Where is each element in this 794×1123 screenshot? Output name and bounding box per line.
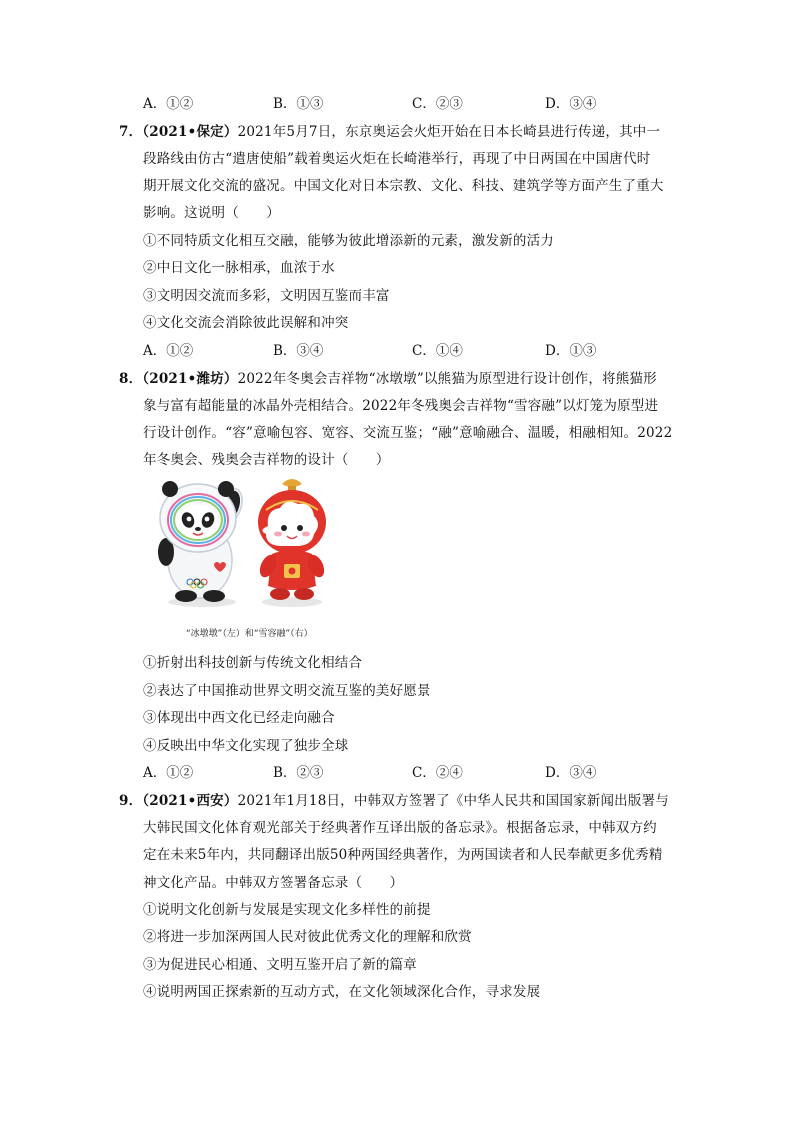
q8-option-b: B．②③ xyxy=(273,765,324,781)
q8-option-c: C．②④ xyxy=(412,765,463,781)
q8-stem-line-2: 象与富有超能量的冰晶外壳相结合。2022年冬残奥会吉祥物“雪容融”以灯笼为原型进 xyxy=(143,398,659,414)
q7-statement-2: ②中日文化一脉相承，血浓于水 xyxy=(143,260,335,276)
q7-number: 7． xyxy=(119,124,143,140)
q7-stem-line-2: 段路线由仿古“遣唐使船”载着奥运火炬在长崎港举行，再现了中日两国在中国唐代时 xyxy=(143,151,651,167)
q7-stem-text-1: 2021年5月7日，东京奥运会火炬开始在日本长崎县进行传递，其中一 xyxy=(237,124,661,140)
q8-statement-1: ①折射出科技创新与传统文化相结合 xyxy=(143,655,363,671)
q8-statement-4: ④反映出中华文化实现了独步全球 xyxy=(143,738,349,754)
q9-source: （2021•西安） xyxy=(142,793,238,809)
q6-option-b: B．①③ xyxy=(273,96,324,112)
q8-statement-3: ③体现出中西文化已经走向融合 xyxy=(143,710,335,726)
q7-statement-1: ①不同特质文化相互交融，能够为彼此增添新的元素，激发新的活力 xyxy=(143,233,554,249)
mascots-image xyxy=(142,470,342,610)
q9-stem-line-1 xyxy=(119,791,669,811)
q9-statement-4: ④说明两国正探索新的互动方式，在文化领域深化合作，寻求发展 xyxy=(143,984,541,1000)
q7-stem-line-1 xyxy=(119,122,660,142)
q9-statement-1: ①说明文化创新与发展是实现文化多样性的前提 xyxy=(143,902,431,918)
q8-statement-2: ②表达了中国推动世界文明交流互鉴的美好愿景 xyxy=(143,683,431,699)
q7-statement-4: ④文化交流会消除彼此误解和冲突 xyxy=(143,315,349,331)
q8-source: （2021•潍坊） xyxy=(142,371,238,387)
shuey-rhon-rhon-illustration xyxy=(257,479,328,607)
q8-stem-text-1: 2022年冬奥会吉祥物“冰墩墩”以熊猫为原型进行设计创作，将熊猫形 xyxy=(237,371,657,387)
q8-stem-line-3: 行设计创作。“容”意喻包容、宽容、交流互鉴；“融”意喻融合、温暖，相融相知。2022 xyxy=(143,425,673,441)
q7-option-b: B．③④ xyxy=(273,343,324,359)
q8-stem-line-4: 年冬奥会、残奥会吉祥物的设计（ ） xyxy=(143,452,390,468)
mascots-caption: “冰墩墩”（左）和“雪容融”（右） xyxy=(186,629,313,639)
q9-stem-line-2: 大韩民国文化体育观光部关于经典著作互译出版的备忘录》。根据备忘录，中韩双方约 xyxy=(143,820,657,836)
bing-dwen-dwen-illustration xyxy=(158,481,246,607)
q8-stem-line-1 xyxy=(119,369,657,389)
q9-stem-line-3: 定在未来5年内，共同翻译出版50种两国经典著作，为两国读者和人民奉献更多优秀精 xyxy=(143,847,663,863)
q8-option-a: A．①② xyxy=(143,765,194,781)
q8-option-d: D．③④ xyxy=(545,765,597,781)
q9-stem-text-1: 2021年1月18日，中韩双方签署了《中华人民共和国国家新闻出版署与 xyxy=(237,793,669,809)
q7-source: （2021•保定） xyxy=(142,124,238,140)
q7-statement-3: ③文明因交流而多彩，文明因互鉴而丰富 xyxy=(143,288,390,304)
q6-option-d: D．③④ xyxy=(545,96,597,112)
q7-stem-line-3: 期开展文化交流的盛况。中国文化对日本宗教、文化、科技、建筑学等方面产生了重大 xyxy=(143,178,664,194)
q7-stem-line-4: 影响。这说明（ ） xyxy=(143,205,280,221)
q6-option-a: A．①② xyxy=(143,96,194,112)
q9-number: 9． xyxy=(119,793,143,809)
q9-stem-line-4: 神文化产品。中韩双方签署备忘录（ ） xyxy=(143,875,404,891)
q9-statement-2: ②将进一步加深两国人民对彼此优秀文化的理解和欣赏 xyxy=(143,929,472,945)
q7-option-a: A．①② xyxy=(143,343,194,359)
q6-option-c: C．②③ xyxy=(412,96,463,112)
q9-statement-3: ③为促进民心相通、文明互鉴开启了新的篇章 xyxy=(143,957,417,973)
q8-number: 8． xyxy=(119,371,143,387)
q7-option-c: C．①④ xyxy=(412,343,463,359)
q7-option-d: D．①③ xyxy=(545,343,597,359)
